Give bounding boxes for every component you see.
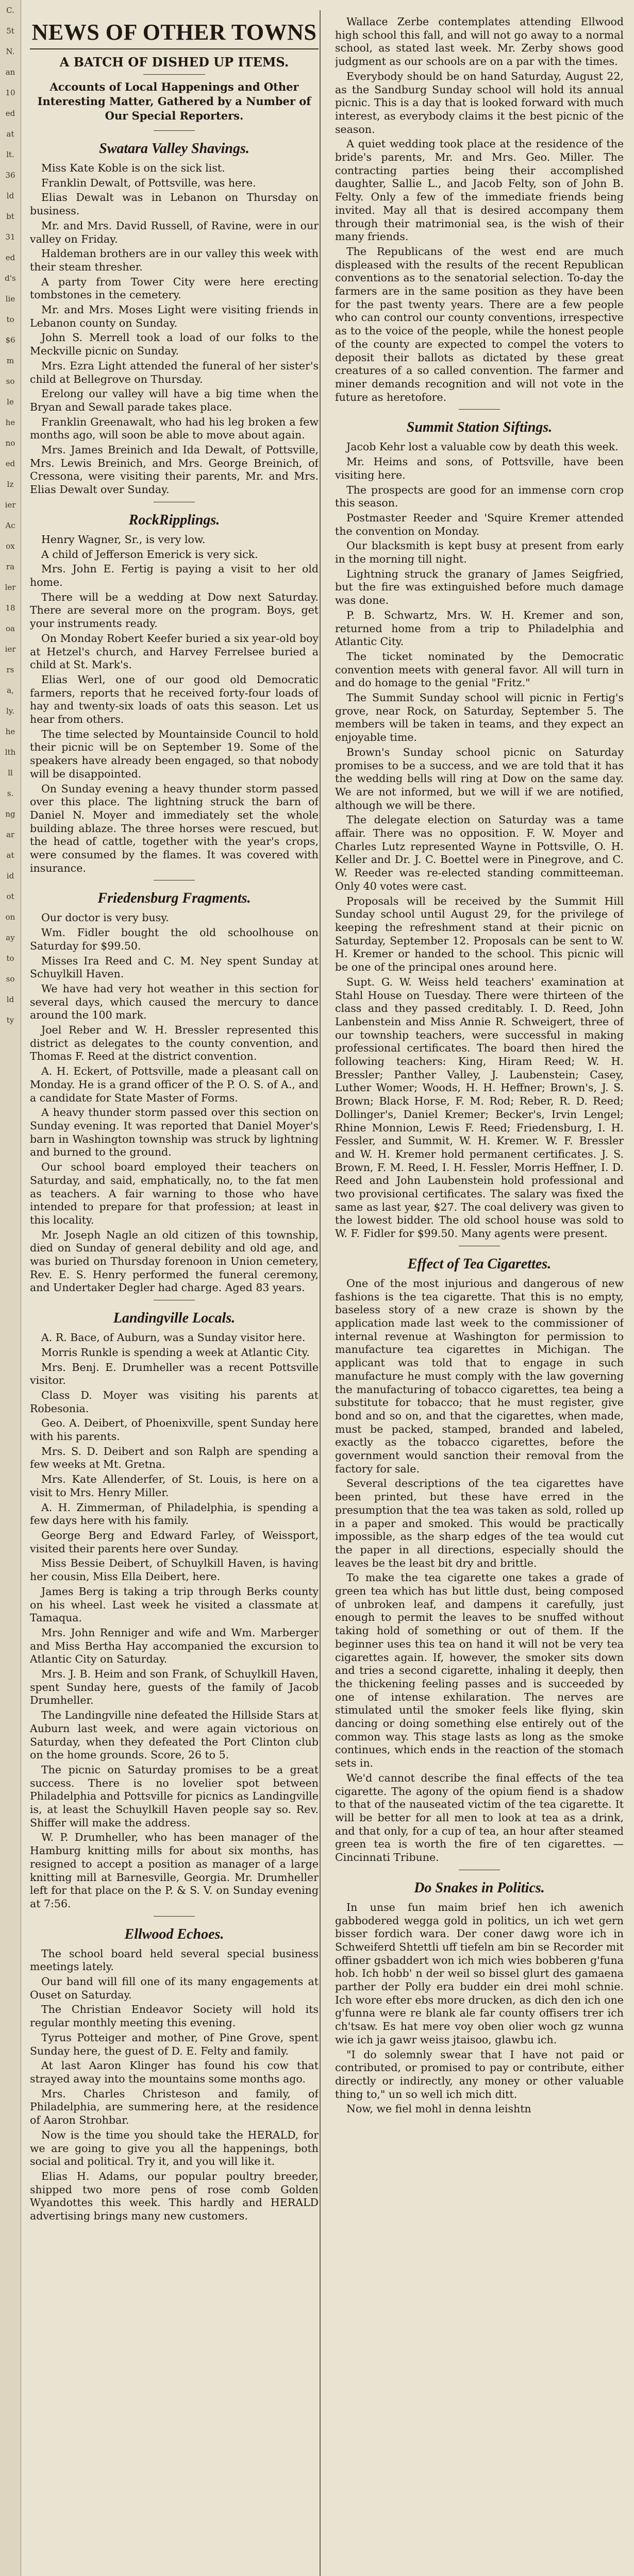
news-item: A. H. Eckert, of Pottsville, made a pleasant call on Monday. He is a grand officer of the P. O. S. of A., and a candidate for State Master of Forms.: [30, 1065, 319, 1104]
fragment-text: on: [5, 912, 15, 922]
fragment-text: ng: [5, 809, 15, 819]
fragment-text: to: [6, 315, 14, 324]
news-item: Proposals will be received by the Summit Hill Sunday school until August 29, for the privilege of keeping the refreshment stand at their picnic on Saturday, September 12. Proposals can be sent to W. H. Kremer or handed to the school. This picnic will be one of the principal ones around here.: [335, 894, 624, 974]
column-rule: [320, 10, 321, 2576]
fragment-text: ier: [5, 645, 16, 654]
news-item: We'd cannot describe the final effects of the tea cigarette. The agony of the opium fiend is a shadow to that of the nauseated victim of the tea cigarette. It will be better for all men to look at tea as a drink, and that only, for a cup of tea, an hour after steamed green tea is worth the fire of ten cigarettes. — Cincinnati Tribune.: [335, 1771, 624, 1864]
news-item: Mrs. John E. Fertig is paying a visit to her old home.: [30, 563, 319, 588]
section-title: Ellwood Echoes.: [124, 1926, 224, 1942]
fragment-text: N.: [6, 47, 15, 56]
news-item: Mrs. Ezra Light attended the funeral of her sister's child at Bellegrove on Thursday.: [30, 359, 319, 385]
news-item: Brown's Sunday school picnic on Saturday promises to be a success, and we are told that it has the wedding bells will ring at Dow on the same day. We are not informed, but we will if we are notified, although we will be there.: [335, 745, 624, 811]
news-item: Mr. Heims and sons, of Pottsville, have been visiting here.: [335, 455, 624, 481]
news-item: Our band will fill one of its many engagements at Ouset on Saturday.: [30, 1975, 319, 2001]
news-item: John S. Merrell took a load of our folks to the Meckville picnic on Sunday.: [30, 331, 319, 358]
section-title: Swatara Valley Shavings.: [99, 141, 249, 157]
right-column: [335, 15, 624, 2576]
deck-rule: [143, 74, 205, 75]
news-item: The prospects are good for an immense corn crop this season.: [335, 483, 624, 510]
adjacent-column-fragment: [0, 0, 21, 2576]
news-item: The Republicans of the west end are much displeased with the results of the recent Republican conventions as to the senatorial selection. To-day the farmers are in the same position as they have been for the past twenty years. There are a few people who can control our county conventions, irrespective as to the voice of the people, while the honest people of the county are expected to compel the voters to deposit their ballots as dictated by these great creatures of a so called convention. The farmer and miner demands recognition and will not vote in the future as heretofore.: [335, 245, 624, 403]
fragment-text: lt.: [6, 150, 14, 159]
news-item: To make the tea cigarette one takes a grade of green tea which has but little dust, being composed of unbroken leaf, and dampens it carefully, just enough to permit the leaves to be snuffed without taking hold of something or out of them. If the beginner uses this tea on hand it will not be very tea cigarettes again. If, however, the smoker sits down and tries a second cigarette, inhaling it deeply, then the thickening feeling passes and is succeeded by one of intense exhilaration. The nerves are stimulated until the smoker feels like flying, skin dancing or doing something else entirely out of the common way. This stage lasts as long as the smoke continues, which ends in the reaction of the stomach sets in.: [335, 1571, 624, 1770]
news-item: The delegate election on Saturday was a tame affair. There was no opposition. F. W. Moyer and Charles Lutz represented Wayne in Pottsville, O. H. Keller and Dr. J. C. Boettel were in Pinegrove, and C. W. Reeder was re-elected standing committeeman. Only 40 votes were cast.: [335, 814, 624, 892]
fragment-text: lie: [5, 294, 15, 303]
news-item: Henry Wagner, Sr., is very low.: [41, 533, 206, 546]
fragment-text: d's: [5, 274, 16, 283]
fragment-text: ty: [6, 1015, 14, 1025]
news-item: Mr. Joseph Nagle an old citizen of this township, died on Sunday of general debility and old age, and was buried on Thursday forenoon in Union cemetery, Rev. E. S. Henry performed the funeral ceremony, and Undertaker Degler had charge. Aged 83 years.: [30, 1228, 319, 1294]
section-separator: [459, 409, 500, 410]
fragment-text: at: [6, 129, 14, 139]
news-item: On Monday Robert Keefer buried a six year-old boy at Hetzel's church, and Harvey Ferrelsee buried a child at St. Mark's.: [30, 632, 319, 671]
section-title: Summit Station Siftings.: [406, 419, 553, 436]
news-item: Erelong our valley will have a big time when the Bryan and Sewall parade takes place.: [30, 387, 319, 413]
news-item: A. R. Bace, of Auburn, was a Sunday visitor here.: [41, 1331, 306, 1344]
section-title: Landingville Locals.: [113, 1310, 236, 1327]
news-item: George Berg and Edward Farley, of Weissport, visited their parents here over Sunday.: [30, 1529, 319, 1555]
news-item: Miss Bessie Deibert, of Schuylkill Haven, is having her cousin, Miss Ella Deibert, here.: [30, 1557, 319, 1583]
fragment-text: id: [6, 871, 14, 880]
news-item: Mrs. James Breinich and Ida Dewalt, of Pottsville, Mrs. Lewis Breinich, and Mrs. George Breinich, of Cressona, were visiting their parents, Mr. and Mrs. Elias Dewalt over Sunday.: [30, 444, 319, 496]
fragment-text: a,: [7, 686, 14, 695]
news-item: "I do solemnly swear that I have not paid or contributed, or promised to pay or contribute, either directly or indirectly, any money or other valuable thing to," un so well ich mich ditt.: [335, 2048, 624, 2100]
fragment-text: 31: [5, 232, 15, 242]
news-item: Class D. Moyer was visiting his parents at Robesonia.: [30, 1388, 319, 1415]
news-item: At last Aaron Klinger has found his cow that strayed away into the mountains some months ago.: [30, 2059, 319, 2085]
subdeck: Accounts of Local Happenings and Other Interesting Matter, Gathered by a Number of Our Special Reporters.: [37, 80, 311, 122]
fragment-text: ld: [6, 191, 14, 200]
news-item: On Sunday evening a heavy thunder storm passed over this place. The lightning struck the barn of Daniel N. Moyer and immediately set the whole building ablaze. The three horses were rescued, but the head of cattle, together with the year's crops, were consumed by the flames. It was covered with insurance.: [30, 782, 319, 874]
fragment-text: ier: [5, 500, 16, 510]
news-item: Joel Reber and W. H. Bressler represented this district as delegates to the county convention, and Thomas F. Reed at the district convention.: [30, 1024, 319, 1063]
news-item: The Landingville nine defeated the Hillside Stars at Auburn last week, and were again victorious on Saturday, when they defeated the Port Clinton club on the home grounds. Score, 26 to 5.: [30, 1709, 319, 1761]
fragment-text: Ac: [5, 521, 15, 530]
news-item: Mrs. Kate Allenderfer, of St. Louis, is here on a visit to Mrs. Henry Miller.: [30, 1473, 319, 1499]
news-item: A quiet wedding took place at the residence of the bride's parents, Mr. and Mrs. Geo. Miller. The contracting parties being their accomplished daughter, Sallie L., and Jacob Felty, son of John B. Felty. Only a few of the immediate friends being invited. May all that is desired accompany them through their matrimonial sea, is the wish of their many friends.: [335, 138, 624, 243]
fragment-text: s.: [7, 789, 14, 798]
fragment-text: 10: [5, 88, 15, 97]
fragment-text: ot: [6, 892, 14, 901]
news-item: We have had very hot weather in this section for several days, which caused the mercury to dance around the 100 mark.: [30, 982, 319, 1022]
news-item: Supt. G. W. Weiss held teachers' examination at Stahl House on Tuesday. There were thirteen of the class and they passed creditably. I. D. Reed, John Lanbenstein and Miss Annie R. Schweigert, three of our township teachers, were successful in making professional certificates. The board then hired the following teachers: King, Hiram Reed; W. H. Bressler; Panther Valley, J. Laubenstein; Casey, Luther Womer; Woods, H. H. Heffner; Brown's, J. S. Brown; Black Horse, F. M. Rod; Reber, R. D. Reed; Dollinger's, Daniel Kremer; Becker's, Irvin Lengel; Rhine Monnion, Lewis F. Reed; Friedensburg, I. H. Fessler, and Summit, W. H. Kremer. W. F. Bressler and W. H. Kremer hold permanent certificates. J. S. Brown, F. M. Reed, I. H. Fessler, Morris Heffner, I. D. Reed and John Laubenstein hold professional and two provisional certificates. The salary was fixed the same as last year, $27. The coal delivery was given to the lowest bidder. The old school house was sold to W. F. Fidler for $99.50. Many agents were present.: [335, 975, 624, 1240]
fragment-text: at: [6, 851, 14, 860]
news-item: Miss Kate Koble is on the sick list.: [41, 162, 225, 174]
news-item: A party from Tower City were here erecting tombstones in the cemetery.: [30, 275, 319, 301]
news-item: Now, we fiel mohl in denna leishtn: [346, 2103, 531, 2115]
news-item: Misses Ira Reed and C. M. Ney spent Sunday at Schuylkill Haven.: [30, 954, 319, 980]
news-item: Mrs. John Renniger and wife and Wm. Marberger and Miss Bertha Hay accompanied the excursion to Atlantic City on Saturday.: [30, 1626, 319, 1666]
news-item: One of the most injurious and dangerous of new fashions is the tea cigarette. That this is no empty, baseless story of a new craze is shown by the application made last week to the commissioner of internal revenue at Washington for permission to manufacture tea cigarettes in Michigan. The applicant was told that to engage in such manufacture he must comply with the law governing the manufacturing of tobacco cigarettes, tea being a substitute for tobacco; that he must register, give bond and so on, and that the cigarettes, when made, must be packed, stamped, branded and labeled, exactly as the tobacco cigarettes, before the government would sanction their removal from the factory for sale.: [335, 1277, 624, 1475]
left-column: [30, 15, 319, 2576]
news-item: Wallace Zerbe contemplates attending Ellwood high school this fall, and will not go away to a normal school, as stated last week. Mr. Zerby shows good judgment as our schools are on a par with the times.: [335, 15, 624, 68]
news-item: Mrs. S. D. Deibert and son Ralph are spending a few weeks at Mt. Gretna.: [30, 1445, 319, 1471]
section-title: RockRipplings.: [128, 512, 220, 528]
fragment-text: so: [6, 974, 15, 984]
fragment-text: he: [5, 418, 15, 427]
news-item: Mr. and Mrs. David Russell, of Ravine, were in our valley on Friday.: [30, 219, 319, 245]
news-item: Everybody should be on hand Saturday, August 22, as the Sandburg Sunday school will hold its annual picnic. This is a day that is looked forward with much interest, as everybody claims it the best picnic of the season.: [335, 70, 624, 135]
news-item: There will be a wedding at Dow next Saturday. There are several more on the program. Boys, get your instruments ready.: [30, 590, 319, 630]
fragment-text: ld: [6, 995, 14, 1004]
fragment-text: lz: [7, 480, 14, 489]
fragment-text: so: [6, 377, 15, 386]
news-item: Geo. A. Deibert, of Phoenixville, spent Sunday here with his parents.: [30, 1417, 319, 1443]
fragment-text: m: [6, 356, 14, 365]
news-item: The picnic on Saturday promises to be a great success. There is no lovelier spot between Philadelphia and Pottsville for picnics as Landingville is, at least the Schuylkill Haven people say so. Rev. Shiffer will make the address.: [30, 1763, 319, 1829]
fragment-text: ar: [6, 830, 15, 839]
news-item: Elias H. Adams, our popular poultry breeder, shipped two more pens of rose comb Golden Wyandottes this week. This hardly and HERALD advertising brings many new customers.: [30, 2170, 319, 2223]
news-item: Mr. and Mrs. Moses Light were visiting friends in Lebanon county on Sunday.: [30, 303, 319, 329]
news-item: Our doctor is very busy.: [41, 911, 169, 924]
fragment-text: lth: [5, 748, 16, 757]
fragment-text: 18: [5, 603, 15, 613]
news-item: Tyrus Potteiger and mother, of Pine Grove, spent Sunday here, the guest of D. E. Felty and family.: [30, 2031, 319, 2057]
fragment-text: 5t: [6, 26, 14, 36]
fragment-text: ler: [5, 583, 16, 592]
fragment-text: ll: [8, 768, 13, 777]
news-item: Elias Werl, one of our good old Democratic farmers, reports that he received forty-four loads of hay and twenty-six loads of oats this season. Let us hear from others.: [30, 673, 319, 726]
news-item: Mrs. J. B. Heim and son Frank, of Schuylkill Haven, spent Sunday here, guests of the family of Jacob Drumheller.: [30, 1668, 319, 1707]
section-separator: [154, 1916, 195, 1917]
news-item: James Berg is taking a trip through Berks county on his wheel. Last week he visited a classmate at Tamaqua.: [30, 1585, 319, 1624]
news-item: Now is the time you should take the HERALD, for we are going to give you all the happenings, both social and political. Try it, and you will like it.: [30, 2128, 319, 2168]
fragment-text: 36: [5, 171, 15, 180]
section-title: Friedensburg Fragments.: [97, 890, 251, 907]
fragment-text: ra: [6, 562, 15, 571]
fragment-text: oa: [6, 624, 15, 633]
news-item: The Christian Endeavor Society will hold its regular monthly meeting this evening.: [30, 2003, 319, 2029]
fragment-text: ay: [6, 933, 15, 942]
headline: NEWS OF OTHER TOWNS: [30, 20, 319, 49]
fragment-text: ly.: [6, 706, 15, 716]
news-item: Morris Runkle is spending a week at Atlantic City.: [41, 1346, 310, 1359]
news-item: Our school board employed their teachers on Saturday, and said, emphatically, no, to the fat men as teachers. A fair warning to those who have intended to prepare for that profession; at least in this locality.: [30, 1161, 319, 1226]
news-item: Mrs. Benj. E. Drumheller was a recent Pottsville visitor.: [30, 1361, 319, 1387]
fragment-text: rs: [6, 665, 14, 674]
section-title: Effect of Tea Cigarettes.: [407, 1256, 552, 1272]
right-sections: [335, 15, 624, 2116]
news-item: In unse fun maim brief hen ich awenich gabbodered wegga gold in politics, un ich wet gern bisser fordich wara. Der coner dawg wore ich in Schweiferd Shtettli uff tiefeln am bin se Recorder mit offiner gsbaddert won ich mich wies bobberen g'funa hob. Ich hobb' n der weil so bissel glurt des gamaena parther der Polly era budder ein drei mohl schnie. Ich wore efter ebs more drucken, as dich den ich one g'funna were re blank ale far county offisers trer ich ch'tsaw. Es hat mere voy oben olier woch gz wunna wie ich ja gawr weiss jtaisoo, glawbu ich.: [335, 1901, 624, 2046]
news-item: Franklin Dewalt, of Pottsville, was here.: [41, 176, 256, 189]
news-item: Wm. Fidler bought the old schoolhouse on Saturday for $99.50.: [30, 926, 319, 952]
deck: A BATCH OF DISHED UP ITEMS.: [59, 55, 289, 70]
news-item: The ticket nominated by the Democratic convention meets with general favor. All will turn in and do homage to the genial "Fritz.": [335, 650, 624, 689]
news-item: A heavy thunder storm passed over this section on Sunday evening. It was reported that Daniel Moyer's barn in Washington township was struck by lightning and burned to the ground.: [30, 1106, 319, 1159]
section-separator: [154, 130, 195, 131]
news-item: The time selected by Mountainside Council to hold their picnic will be on September 19. Some of the speakers have already been engaged, so that nobody will be disappointed.: [30, 727, 319, 780]
fragment-text: to: [6, 954, 14, 963]
news-item: Postmaster Reeder and 'Squire Kremer attended the convention on Monday.: [335, 511, 624, 537]
news-item: A child of Jefferson Emerick is very sick.: [41, 548, 258, 561]
news-item: The school board held several special business meetings lately.: [30, 1947, 319, 1973]
fragment-text: he: [5, 727, 15, 736]
news-item: A. H. Zimmerman, of Philadelphia, is spending a few days here with his family.: [30, 1501, 319, 1527]
fragment-text: C.: [6, 6, 14, 15]
news-item: Elias Dewalt was in Lebanon on Thursday on business.: [30, 191, 319, 217]
news-item: P. B. Schwartz, Mrs. W. H. Kremer and son, returned home from a trip to Philadelphia and Atlantic City.: [335, 608, 624, 648]
news-item: Several descriptions of the tea cigarettes have been printed, but these have erred in the presumption that the tea was taken as sold, rolled up in a paper and smoked. This would be practically impossible, as the sharp edges of the tea would cut the paper in all directions, especially should the leaves be the least bit dry and brittle.: [335, 1477, 624, 1569]
fragment-text: $6: [5, 335, 15, 345]
fragment-text: no: [5, 438, 15, 448]
fragment-text: le: [7, 397, 14, 406]
news-item: Haldeman brothers are in our valley this week with their steam thresher.: [30, 247, 319, 273]
fragment-text: ed: [5, 109, 15, 118]
fragment-text: bt: [6, 212, 14, 221]
news-item: Mrs. Charles Christeson and family, of Philadelphia, are summering here, at the residence of Aaron Strohbar.: [30, 2087, 319, 2127]
news-item: The Summit Sunday school will picnic in Fertig's grove, near Rock, on Saturday, September 5. The members will be taken in teams, and they expect an enjoyable time.: [335, 691, 624, 744]
left-sections: [30, 130, 319, 2223]
fragment-text: ed: [5, 253, 15, 262]
section-title: Do Snakes in Politics.: [414, 1879, 545, 1896]
news-item: Jacob Kehr lost a valuable cow by death this week.: [346, 440, 619, 453]
fragment-text: ox: [6, 541, 15, 551]
news-item: Our blacksmith is kept busy at present from early in the morning till night.: [335, 539, 624, 566]
news-item: W. P. Drumheller, who has been manager of the Hamburg knitting mills for about six months, has resigned to accept a position as manager of a large knitting mill at Barnesville, Georgia. Mr. Drumheller left for that place on the P. & S. V. on Sunday evening at 7:56.: [30, 1831, 319, 1910]
fragment-text: an: [5, 67, 15, 77]
fragment-text: ed: [5, 459, 15, 468]
news-item: Lightning struck the granary of James Seigfried, but the fire was extinguished before much damage was done.: [335, 567, 624, 607]
news-item: Franklin Greenawalt, who had his leg broken a few months ago, will soon be able to move about again.: [30, 415, 319, 442]
